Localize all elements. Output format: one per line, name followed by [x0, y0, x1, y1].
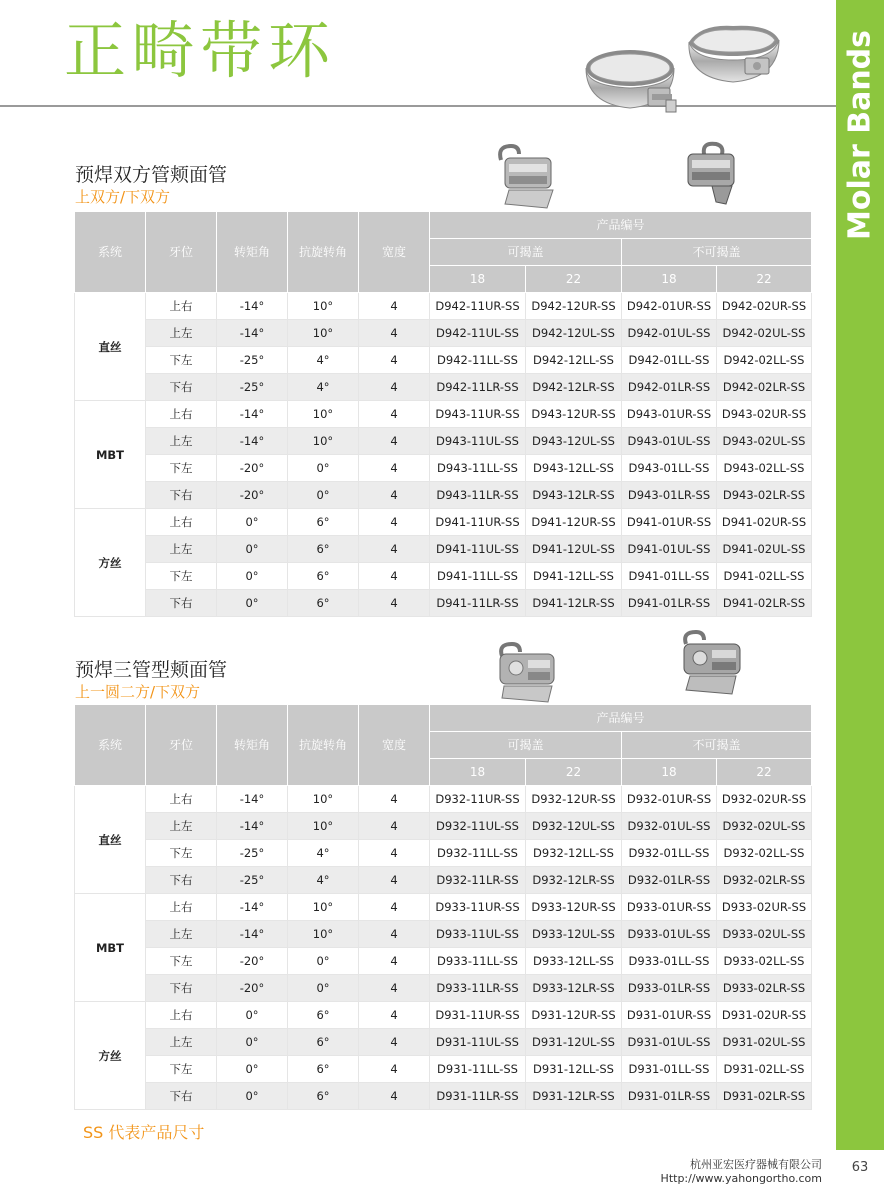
header-size-18: 18 — [622, 266, 717, 293]
cell-c18: D933-11LR-SS — [430, 975, 526, 1002]
header-size-22: 22 — [526, 759, 622, 786]
cell-torque: -20° — [217, 948, 288, 975]
cell-c18: D943-11LR-SS — [430, 482, 526, 509]
cell-width: 4 — [359, 1029, 430, 1056]
cell-rotation: 4° — [288, 840, 359, 867]
cell-c18: D932-11UL-SS — [430, 813, 526, 840]
table-row — [75, 536, 812, 563]
cell-tooth: 上右 — [146, 786, 217, 813]
header-rotation: 抗旋转角 — [288, 705, 359, 786]
cell-c18: D932-11LR-SS — [430, 867, 526, 894]
cell-n22: D941-02LR-SS — [717, 590, 812, 617]
cell-rotation: 4° — [288, 867, 359, 894]
cell-n18: D933-01LL-SS — [622, 948, 717, 975]
cell-c18: D933-11LL-SS — [430, 948, 526, 975]
cell-tooth: 上右 — [146, 894, 217, 921]
cell-torque: -20° — [217, 975, 288, 1002]
cell-n18: D931-01LL-SS — [622, 1056, 717, 1083]
cell-c22: D941-12LL-SS — [526, 563, 622, 590]
table-row — [75, 428, 812, 455]
cell-width: 4 — [359, 1083, 430, 1110]
cell-torque: 0° — [217, 590, 288, 617]
cell-c18: D942-11LR-SS — [430, 374, 526, 401]
cell-n18: D931-01UL-SS — [622, 1029, 717, 1056]
system-cell: 直丝 — [75, 786, 146, 894]
header-size-22: 22 — [717, 759, 812, 786]
cell-torque: -20° — [217, 482, 288, 509]
cell-torque: 0° — [217, 563, 288, 590]
cell-c22: D932-12LR-SS — [526, 867, 622, 894]
cell-rotation: 6° — [288, 1083, 359, 1110]
table-row — [75, 401, 812, 428]
header-convertible: 可揭盖 — [430, 732, 622, 759]
cell-tooth: 下左 — [146, 840, 217, 867]
cell-n18: D943-01LR-SS — [622, 482, 717, 509]
cell-torque: 0° — [217, 509, 288, 536]
cell-torque: -25° — [217, 840, 288, 867]
page-title: 正畸带环 — [64, 14, 337, 87]
cell-tooth: 下左 — [146, 1056, 217, 1083]
cell-torque: -14° — [217, 428, 288, 455]
product-table-double-tube — [74, 211, 812, 617]
cell-n22: D942-02UR-SS — [717, 293, 812, 320]
cell-rotation: 6° — [288, 563, 359, 590]
cell-width: 4 — [359, 563, 430, 590]
cell-rotation: 0° — [288, 455, 359, 482]
triple-tube-image-left — [494, 640, 564, 705]
cell-rotation: 10° — [288, 921, 359, 948]
footnote: SS 代表产品尺寸 — [83, 1123, 205, 1142]
cell-rotation: 10° — [288, 894, 359, 921]
cell-tooth: 上右 — [146, 509, 217, 536]
page-number: 63 — [851, 1160, 869, 1175]
cell-torque: -14° — [217, 921, 288, 948]
cell-n18: D941-01UR-SS — [622, 509, 717, 536]
cell-width: 4 — [359, 840, 430, 867]
cell-torque: -14° — [217, 401, 288, 428]
cell-c18: D932-11UR-SS — [430, 786, 526, 813]
header-torque: 转矩角 — [217, 705, 288, 786]
header-rotation: 抗旋转角 — [288, 212, 359, 293]
cell-n22: D943-02UR-SS — [717, 401, 812, 428]
cell-width: 4 — [359, 509, 430, 536]
cell-rotation: 10° — [288, 320, 359, 347]
header-size-22: 22 — [526, 266, 622, 293]
cell-c18: D943-11UL-SS — [430, 428, 526, 455]
cell-n18: D933-01LR-SS — [622, 975, 717, 1002]
cell-n22: D943-02UL-SS — [717, 428, 812, 455]
cell-torque: -25° — [217, 867, 288, 894]
cell-n18: D932-01UL-SS — [622, 813, 717, 840]
cell-width: 4 — [359, 536, 430, 563]
product-table-triple-tube — [74, 704, 812, 1110]
cell-width: 4 — [359, 921, 430, 948]
cell-c18: D943-11LL-SS — [430, 455, 526, 482]
cell-tooth: 下左 — [146, 455, 217, 482]
table-row — [75, 320, 812, 347]
cell-c22: D933-12LR-SS — [526, 975, 622, 1002]
cell-c18: D933-11UL-SS — [430, 921, 526, 948]
cell-n18: D941-01LR-SS — [622, 590, 717, 617]
cell-tooth: 上右 — [146, 1002, 217, 1029]
cell-n22: D931-02LR-SS — [717, 1083, 812, 1110]
cell-tooth: 下右 — [146, 1083, 217, 1110]
cell-n18: D941-01LL-SS — [622, 563, 717, 590]
cell-tooth: 上右 — [146, 293, 217, 320]
sidebar-label: Molar Bands — [842, 29, 878, 241]
molar-band-image-left — [582, 38, 692, 123]
table-row — [75, 293, 812, 320]
section-title-triple-tube: 预焊三管型颊面管 — [75, 659, 228, 681]
table-row — [75, 813, 812, 840]
molar-band-image-right — [683, 20, 793, 100]
table-row — [75, 840, 812, 867]
system-cell: MBT — [75, 401, 146, 509]
cell-tooth: 下右 — [146, 590, 217, 617]
cell-c22: D931-12UR-SS — [526, 1002, 622, 1029]
cell-n22: D931-02UL-SS — [717, 1029, 812, 1056]
cell-width: 4 — [359, 590, 430, 617]
cell-tooth: 下左 — [146, 948, 217, 975]
table-row — [75, 563, 812, 590]
double-tube-image-right — [682, 140, 742, 206]
cell-tooth: 上左 — [146, 320, 217, 347]
cell-tooth: 下右 — [146, 867, 217, 894]
cell-n22: D933-02LR-SS — [717, 975, 812, 1002]
cell-n18: D942-01LL-SS — [622, 347, 717, 374]
cell-c18: D931-11LL-SS — [430, 1056, 526, 1083]
cell-width: 4 — [359, 786, 430, 813]
cell-tooth: 上右 — [146, 401, 217, 428]
cell-n22: D941-02UR-SS — [717, 509, 812, 536]
cell-rotation: 6° — [288, 536, 359, 563]
cell-n22: D931-02UR-SS — [717, 1002, 812, 1029]
table-row — [75, 347, 812, 374]
cell-n22: D943-02LL-SS — [717, 455, 812, 482]
cell-width: 4 — [359, 401, 430, 428]
cell-c22: D942-12UR-SS — [526, 293, 622, 320]
cell-torque: 0° — [217, 1029, 288, 1056]
cell-c22: D943-12UL-SS — [526, 428, 622, 455]
header-non-convertible: 不可揭盖 — [622, 239, 812, 266]
cell-tooth: 上左 — [146, 921, 217, 948]
table-row — [75, 1002, 812, 1029]
cell-c18: D933-11UR-SS — [430, 894, 526, 921]
cell-n22: D933-02LL-SS — [717, 948, 812, 975]
cell-torque: 0° — [217, 1002, 288, 1029]
cell-rotation: 4° — [288, 374, 359, 401]
cell-rotation: 6° — [288, 590, 359, 617]
cell-c18: D942-11LL-SS — [430, 347, 526, 374]
cell-c18: D932-11LL-SS — [430, 840, 526, 867]
cell-c18: D942-11UR-SS — [430, 293, 526, 320]
cell-n18: D931-01UR-SS — [622, 1002, 717, 1029]
cell-width: 4 — [359, 975, 430, 1002]
cell-width: 4 — [359, 455, 430, 482]
cell-torque: -20° — [217, 455, 288, 482]
header-size-18: 18 — [430, 759, 526, 786]
cell-rotation: 6° — [288, 509, 359, 536]
cell-n18: D942-01UL-SS — [622, 320, 717, 347]
cell-n22: D933-02UR-SS — [717, 894, 812, 921]
cell-c18: D941-11UL-SS — [430, 536, 526, 563]
cell-width: 4 — [359, 1002, 430, 1029]
cell-torque: -25° — [217, 374, 288, 401]
cell-c22: D942-12UL-SS — [526, 320, 622, 347]
sidebar-divider — [836, 1148, 884, 1150]
cell-n18: D932-01LR-SS — [622, 867, 717, 894]
table-row — [75, 975, 812, 1002]
system-cell: MBT — [75, 894, 146, 1002]
cell-tooth: 下右 — [146, 374, 217, 401]
cell-c22: D931-12LL-SS — [526, 1056, 622, 1083]
table-row — [75, 1029, 812, 1056]
cell-c22: D932-12UR-SS — [526, 786, 622, 813]
cell-c22: D941-12UL-SS — [526, 536, 622, 563]
cell-c18: D931-11UL-SS — [430, 1029, 526, 1056]
cell-rotation: 10° — [288, 813, 359, 840]
cell-torque: 0° — [217, 1056, 288, 1083]
cell-c22: D933-12UR-SS — [526, 894, 622, 921]
cell-n18: D932-01UR-SS — [622, 786, 717, 813]
double-tube-image-left — [495, 140, 565, 212]
cell-n18: D943-01UL-SS — [622, 428, 717, 455]
cell-n18: D943-01LL-SS — [622, 455, 717, 482]
cell-c22: D932-12UL-SS — [526, 813, 622, 840]
cell-c18: D943-11UR-SS — [430, 401, 526, 428]
system-cell: 直丝 — [75, 293, 146, 401]
cell-rotation: 10° — [288, 293, 359, 320]
cell-c18: D941-11LL-SS — [430, 563, 526, 590]
cell-tooth: 上左 — [146, 1029, 217, 1056]
cell-n18: D932-01LL-SS — [622, 840, 717, 867]
header-size-18: 18 — [622, 759, 717, 786]
cell-rotation: 0° — [288, 948, 359, 975]
cell-c22: D942-12LR-SS — [526, 374, 622, 401]
triple-tube-image-right — [676, 630, 746, 696]
cell-width: 4 — [359, 347, 430, 374]
cell-c22: D932-12LL-SS — [526, 840, 622, 867]
cell-torque: -14° — [217, 813, 288, 840]
table-row — [75, 1056, 812, 1083]
table-row — [75, 1083, 812, 1110]
cell-n22: D942-02LR-SS — [717, 374, 812, 401]
cell-torque: -14° — [217, 320, 288, 347]
company-info — [661, 1158, 822, 1186]
cell-rotation: 0° — [288, 975, 359, 1002]
cell-width: 4 — [359, 867, 430, 894]
cell-torque: -14° — [217, 894, 288, 921]
cell-c22: D941-12LR-SS — [526, 590, 622, 617]
section-subtitle-triple-tube: 上一圆二方/下双方 — [75, 683, 201, 701]
header-non-convertible: 不可揭盖 — [622, 732, 812, 759]
table-row — [75, 948, 812, 975]
title-divider — [0, 105, 836, 107]
cell-torque: 0° — [217, 536, 288, 563]
header-tooth: 牙位 — [146, 212, 217, 293]
cell-width: 4 — [359, 293, 430, 320]
header-tooth: 牙位 — [146, 705, 217, 786]
table-row — [75, 894, 812, 921]
cell-width: 4 — [359, 1056, 430, 1083]
header-system: 系统 — [75, 212, 146, 293]
cell-c18: D941-11LR-SS — [430, 590, 526, 617]
company-website: Http://www.yahongortho.com — [660, 1172, 822, 1185]
cell-rotation: 4° — [288, 347, 359, 374]
cell-tooth: 上左 — [146, 813, 217, 840]
cell-c22: D941-12UR-SS — [526, 509, 622, 536]
cell-rotation: 10° — [288, 428, 359, 455]
cell-n22: D943-02LR-SS — [717, 482, 812, 509]
header-size-18: 18 — [430, 266, 526, 293]
cell-n22: D933-02UL-SS — [717, 921, 812, 948]
table-row — [75, 374, 812, 401]
cell-rotation: 10° — [288, 401, 359, 428]
cell-n22: D932-02LR-SS — [717, 867, 812, 894]
header-size-22: 22 — [717, 266, 812, 293]
cell-rotation: 6° — [288, 1002, 359, 1029]
company-name: 杭州亚宏医疗器械有限公司 — [690, 1158, 822, 1171]
cell-torque: -14° — [217, 786, 288, 813]
cell-n18: D943-01UR-SS — [622, 401, 717, 428]
cell-c22: D933-12LL-SS — [526, 948, 622, 975]
cell-c18: D931-11UR-SS — [430, 1002, 526, 1029]
cell-torque: -14° — [217, 293, 288, 320]
table-row — [75, 509, 812, 536]
header-width: 宽度 — [359, 212, 430, 293]
header-torque: 转矩角 — [217, 212, 288, 293]
cell-rotation: 10° — [288, 786, 359, 813]
cell-n18: D941-01UL-SS — [622, 536, 717, 563]
cell-n18: D931-01LR-SS — [622, 1083, 717, 1110]
cell-n18: D933-01UR-SS — [622, 894, 717, 921]
table-row — [75, 867, 812, 894]
cell-c22: D933-12UL-SS — [526, 921, 622, 948]
cell-tooth: 上左 — [146, 428, 217, 455]
table-row — [75, 786, 812, 813]
cell-torque: -25° — [217, 347, 288, 374]
cell-torque: 0° — [217, 1083, 288, 1110]
cell-width: 4 — [359, 374, 430, 401]
cell-tooth: 下右 — [146, 482, 217, 509]
cell-width: 4 — [359, 948, 430, 975]
cell-rotation: 6° — [288, 1029, 359, 1056]
cell-n18: D933-01UL-SS — [622, 921, 717, 948]
cell-width: 4 — [359, 482, 430, 509]
cell-n22: D932-02LL-SS — [717, 840, 812, 867]
section-title-double-tube: 预焊双方管颊面管 — [75, 164, 228, 186]
cell-tooth: 上左 — [146, 536, 217, 563]
header-product-code: 产品编号 — [430, 705, 812, 732]
cell-n18: D942-01LR-SS — [622, 374, 717, 401]
cell-width: 4 — [359, 813, 430, 840]
cell-n22: D931-02LL-SS — [717, 1056, 812, 1083]
cell-n22: D941-02UL-SS — [717, 536, 812, 563]
cell-c18: D941-11UR-SS — [430, 509, 526, 536]
cell-width: 4 — [359, 894, 430, 921]
cell-c22: D943-12LR-SS — [526, 482, 622, 509]
table-row — [75, 590, 812, 617]
cell-c22: D931-12LR-SS — [526, 1083, 622, 1110]
cell-n22: D932-02UL-SS — [717, 813, 812, 840]
cell-tooth: 下左 — [146, 347, 217, 374]
cell-c22: D943-12LL-SS — [526, 455, 622, 482]
cell-c22: D942-12LL-SS — [526, 347, 622, 374]
cell-c22: D943-12UR-SS — [526, 401, 622, 428]
header-system: 系统 — [75, 705, 146, 786]
cell-n18: D942-01UR-SS — [622, 293, 717, 320]
header-product-code: 产品编号 — [430, 212, 812, 239]
cell-c22: D931-12UL-SS — [526, 1029, 622, 1056]
table-row — [75, 455, 812, 482]
cell-n22: D942-02UL-SS — [717, 320, 812, 347]
cell-n22: D932-02UR-SS — [717, 786, 812, 813]
cell-c18: D942-11UL-SS — [430, 320, 526, 347]
cell-tooth: 下左 — [146, 563, 217, 590]
system-cell: 方丝 — [75, 509, 146, 617]
section-subtitle-double-tube: 上双方/下双方 — [75, 188, 171, 206]
cell-c18: D931-11LR-SS — [430, 1083, 526, 1110]
table-row — [75, 482, 812, 509]
header-width: 宽度 — [359, 705, 430, 786]
cell-n22: D941-02LL-SS — [717, 563, 812, 590]
header-convertible: 可揭盖 — [430, 239, 622, 266]
cell-n22: D942-02LL-SS — [717, 347, 812, 374]
cell-width: 4 — [359, 320, 430, 347]
cell-tooth: 下右 — [146, 975, 217, 1002]
cell-rotation: 0° — [288, 482, 359, 509]
cell-width: 4 — [359, 428, 430, 455]
cell-rotation: 6° — [288, 1056, 359, 1083]
system-cell: 方丝 — [75, 1002, 146, 1110]
table-row — [75, 921, 812, 948]
